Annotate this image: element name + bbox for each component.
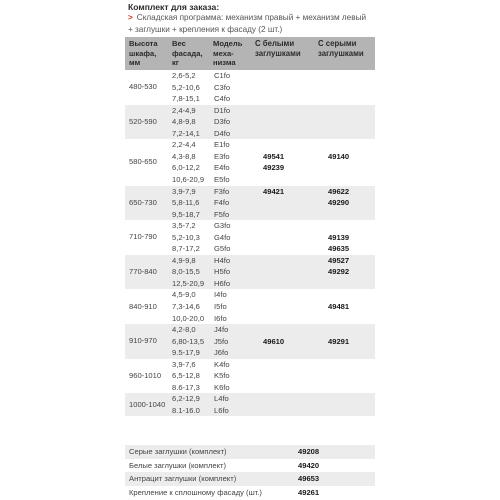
cabinet-height-cell: 580-650: [129, 157, 157, 167]
grey-caps-code-cell: 49481: [328, 302, 350, 311]
col-header-model: Модель меха-низма: [213, 39, 243, 67]
white-caps-code-cell: 49421: [263, 186, 285, 196]
table-row: [125, 336, 375, 348]
mechanism-model-cell: H5fo: [214, 267, 231, 277]
mechanism-model-cell: H6fo: [214, 278, 231, 288]
accessory-row: [125, 459, 375, 473]
order-kit-table: [125, 0, 375, 500]
facade-weight-cell: 2,6-5,2: [172, 71, 196, 80]
facade-weight-cell: 8,0-15,5: [172, 267, 200, 277]
mechanism-model-cell: D4fo: [214, 128, 231, 138]
grey-caps-code-cell: 49622: [328, 186, 350, 196]
cabinet-height-cell: 710-790: [129, 232, 157, 242]
table-row: [125, 174, 375, 186]
table-row: [125, 359, 375, 371]
mechanism-model-cell: F3fo: [214, 186, 230, 196]
facade-weight-cell: 9,5-18,7: [172, 209, 200, 219]
facade-weight-cell: 9.5-17,9: [172, 348, 200, 358]
facade-weight-cell: 2,4-4,9: [172, 105, 196, 115]
grey-caps-code-cell: 49527: [328, 255, 350, 265]
facade-weight-cell: 5,2-10,3: [172, 232, 200, 242]
facade-weight-cell: 6,0-12,2: [172, 163, 200, 173]
col-header-weight: Вес фасада, кг: [172, 39, 203, 67]
table-row: [125, 151, 375, 163]
stock-program-text: Складская программа: механизм правый + механизм левый + заглушки + крепления к фасаду (2 шт.): [128, 13, 367, 34]
mechanism-model-cell: H4fo: [214, 255, 231, 265]
mechanism-model-cell: C3fo: [214, 82, 231, 92]
accessory-label: Белые заглушки (комплект): [129, 460, 227, 470]
table-row: [125, 105, 375, 117]
mechanism-model-cell: J6fo: [214, 348, 229, 358]
table-row: [125, 220, 375, 232]
mechanism-model-cell: L6fo: [214, 405, 229, 415]
mechanism-model-cell: J5fo: [214, 336, 229, 346]
mechanism-model-cell: I4fo: [214, 290, 227, 300]
grey-caps-code-cell: 49139: [328, 232, 350, 242]
mechanism-model-cell: D3fo: [214, 117, 231, 127]
mechanism-model-cell: E5fo: [214, 174, 230, 184]
table-row: [125, 70, 375, 82]
grey-caps-code-cell: 49140: [328, 151, 350, 161]
mechanism-model-cell: G5fo: [214, 244, 231, 254]
grey-caps-code-cell: 49292: [328, 267, 350, 277]
cabinet-height-cell: 650-730: [129, 197, 157, 207]
cabinet-height-cell: 840-910: [129, 301, 157, 311]
table-row: [125, 347, 375, 359]
table-row: [125, 255, 375, 267]
accessory-code: 49261: [298, 487, 320, 497]
grey-caps-code-cell: 49291: [328, 336, 350, 346]
accessory-label: Антрацит заглушки (комплект): [129, 474, 237, 483]
table-header: [125, 37, 375, 70]
table-row: [125, 266, 375, 278]
cabinet-height-cell: 520-590: [129, 116, 157, 126]
mechanism-model-cell: I6fo: [214, 313, 227, 323]
marker-arrow: >: [128, 13, 133, 22]
facade-weight-cell: 5,8-11,6: [172, 198, 200, 208]
facade-weight-cell: 3,5-7,2: [172, 221, 196, 231]
mechanism-model-cell: C4fo: [214, 94, 231, 104]
facade-weight-cell: 10,6-20,9: [172, 174, 205, 184]
facade-weight-cell: 5,2-10,6: [172, 82, 200, 92]
mechanism-model-cell: I5fo: [214, 302, 227, 311]
table-row: [125, 116, 375, 128]
facade-weight-cell: 7,8-15,1: [172, 94, 200, 104]
white-caps-code-cell: 49541: [263, 151, 285, 161]
accessory-code: 49420: [298, 460, 320, 470]
mechanism-model-cell: G3fo: [214, 221, 231, 231]
facade-weight-cell: 6,5-12,8: [172, 371, 200, 381]
table-row: [125, 301, 375, 313]
accessory-row: [125, 445, 375, 459]
facade-weight-cell: 4,8-9,8: [172, 117, 196, 127]
facade-weight-cell: 7,3-14,6: [172, 302, 200, 311]
mechanism-model-cell: E3fo: [214, 151, 230, 161]
table-row: [125, 82, 375, 94]
facade-weight-cell: 6,80-13,5: [172, 336, 205, 346]
accessory-row: [125, 486, 375, 500]
table-row: [125, 197, 375, 209]
facade-weight-cell: 10,0-20,0: [172, 313, 205, 323]
stock-program-note: [128, 12, 372, 36]
table-row: [125, 278, 375, 290]
table-row: [125, 93, 375, 105]
accessory-label: Серые заглушки (комплект): [129, 447, 227, 456]
mechanism-model-cell: E4fo: [214, 163, 230, 173]
accessory-code: 49653: [298, 474, 320, 483]
table-row: [125, 289, 375, 301]
white-caps-code-cell: 49239: [263, 163, 285, 173]
grey-caps-code-cell: 49635: [328, 244, 350, 254]
facade-weight-cell: 3,9-7,6: [172, 359, 196, 369]
mechanism-model-cell: F5fo: [214, 209, 230, 219]
facade-weight-cell: 7,2-14,1: [172, 128, 200, 138]
table-row: [125, 162, 375, 174]
mechanism-model-cell: L4fo: [214, 394, 229, 404]
table-row: [125, 313, 375, 325]
table-row: [125, 186, 375, 198]
section-title: Комплект для заказа:: [128, 2, 220, 12]
white-caps-code-cell: 49610: [263, 336, 285, 346]
mechanism-model-cell: K6fo: [214, 382, 230, 392]
mechanism-model-cell: K5fo: [214, 371, 230, 381]
table-row: [125, 370, 375, 382]
mechanism-model-cell: D1fo: [214, 105, 231, 115]
table-row: [125, 139, 375, 151]
facade-weight-cell: 6,2-12,9: [172, 394, 200, 404]
facade-weight-cell: 4,9-9,8: [172, 255, 196, 265]
facade-weight-cell: 8,7-17,2: [172, 244, 200, 254]
mechanism-model-cell: J4fo: [214, 325, 229, 335]
mechanism-model-cell: E1fo: [214, 140, 230, 150]
accessory-code: 49208: [298, 447, 320, 456]
facade-weight-cell: 4,2-8,0: [172, 325, 196, 335]
facade-weight-cell: 8.1-16.0: [172, 405, 200, 415]
mechanism-model-cell: G4fo: [214, 232, 231, 242]
table-row: [125, 393, 375, 405]
facade-weight-cell: 2,2-4,4: [172, 140, 196, 150]
table-row: [125, 232, 375, 244]
cabinet-height-cell: 480-530: [129, 82, 157, 92]
table-row: [125, 209, 375, 221]
col-header-height: Высота шкафа, мм: [129, 39, 158, 67]
accessory-label: Крепление к сплошному фасаду (шт.): [129, 487, 262, 497]
cabinet-height-cell: 770-840: [129, 267, 157, 277]
col-header-white-caps: С белыми заглушками: [255, 39, 301, 58]
facade-weight-cell: 12,5-20,9: [172, 278, 205, 288]
table-row: [125, 324, 375, 336]
cabinet-height-cell: 1000-1040: [129, 399, 166, 409]
mechanism-model-cell: F4fo: [214, 198, 230, 208]
table-row: [125, 128, 375, 140]
table-row: [125, 243, 375, 255]
mechanism-model-cell: C1fo: [214, 71, 231, 80]
accessory-row: [125, 472, 375, 486]
col-header-grey-caps: С серыми заглушками: [318, 39, 364, 58]
table-row: [125, 405, 375, 417]
cabinet-height-cell: 960-1010: [129, 371, 162, 381]
cabinet-height-cell: 910-970: [129, 336, 157, 346]
facade-weight-cell: 8.6-17,3: [172, 382, 200, 392]
mechanism-model-cell: K4fo: [214, 359, 230, 369]
facade-weight-cell: 3,9-7,9: [172, 186, 196, 196]
grey-caps-code-cell: 49290: [328, 198, 350, 208]
facade-weight-cell: 4,5-9,0: [172, 290, 196, 300]
table-row: [125, 382, 375, 394]
facade-weight-cell: 4,3-8,8: [172, 151, 196, 161]
